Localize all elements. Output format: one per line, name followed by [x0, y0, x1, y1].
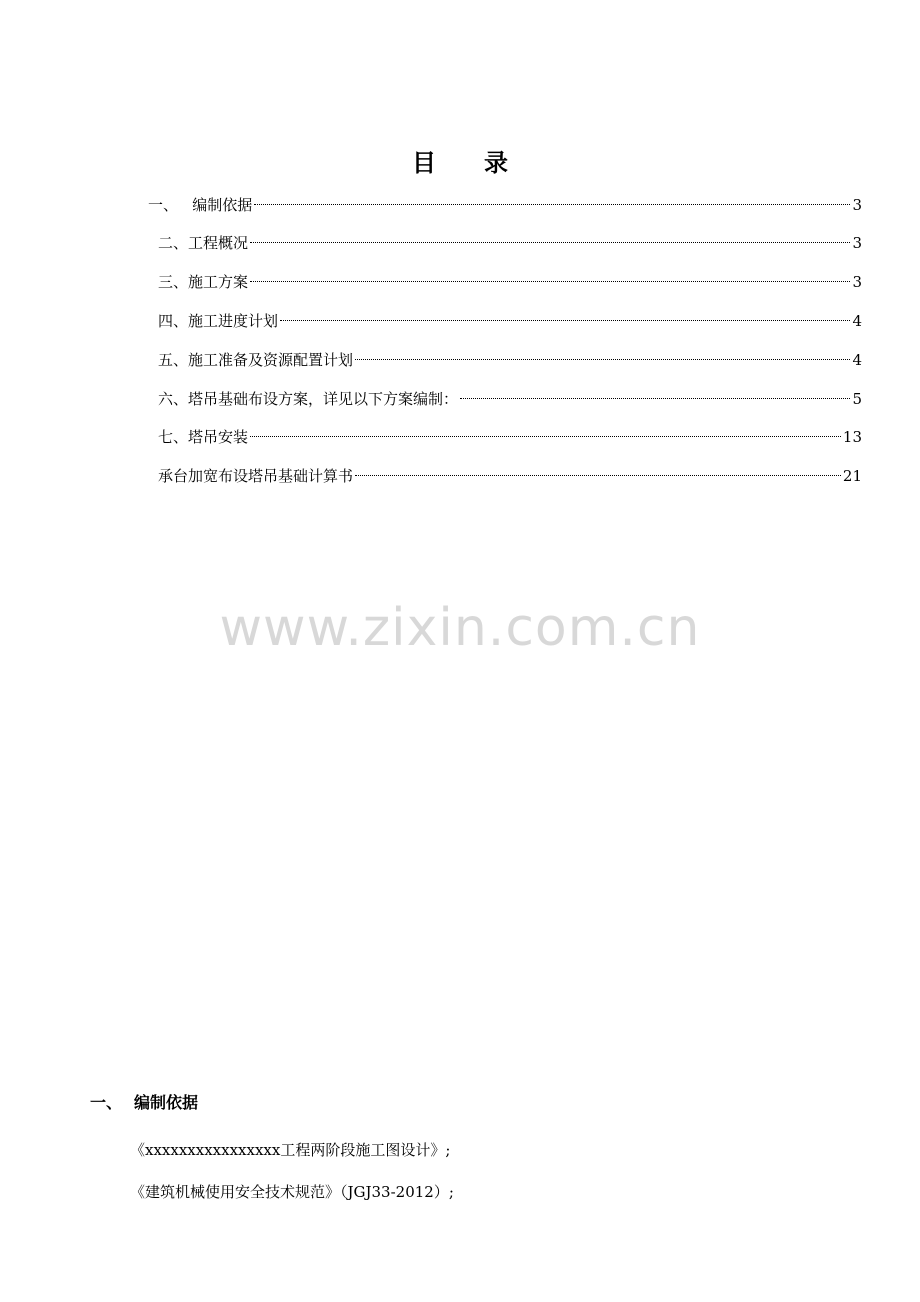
toc-leader-dots — [355, 475, 841, 476]
toc-entry-page: 3 — [852, 234, 862, 252]
toc-entry-label: 六、塔吊基础布设方案，详见以下方案编制： — [158, 390, 459, 408]
section-number: 一、 — [90, 1093, 123, 1112]
toc-entry-page: 4 — [852, 351, 862, 369]
toc-entry-page: 3 — [852, 273, 862, 291]
toc-entry-label: 一、 编制依据 — [148, 196, 253, 214]
toc-entry-3[interactable] — [158, 267, 862, 297]
toc-entry-page: 13 — [842, 428, 862, 446]
toc-entry-6[interactable] — [158, 384, 862, 414]
toc-leader-dots — [254, 204, 850, 205]
toc-entry-page: 5 — [852, 390, 862, 408]
toc-entry-page: 21 — [842, 467, 862, 485]
toc-entry-2[interactable] — [158, 228, 862, 258]
section-heading — [90, 1090, 198, 1113]
toc-entry-7[interactable] — [158, 422, 862, 452]
toc-title-left: 目 — [412, 148, 436, 177]
toc-leader-dots — [355, 359, 850, 360]
toc-title — [0, 146, 920, 180]
toc-entry-label: 承台加宽布设塔吊基础计算书 — [158, 467, 354, 485]
toc-leader-dots — [250, 242, 850, 243]
toc-entry-label: 二、工程概况 — [158, 234, 249, 252]
toc-entry-page: 3 — [852, 196, 862, 214]
watermark: www.zixin.com.cn — [219, 598, 701, 658]
reference-item: 《xxxxxxxxxxxxxxxx工程两阶段施工图设计》; — [130, 1141, 451, 1159]
toc-entry-label: 五、施工准备及资源配置计划 — [158, 351, 354, 369]
toc-entry-5[interactable] — [158, 345, 862, 375]
toc-leader-dots — [250, 436, 841, 437]
toc-entry-4[interactable] — [158, 306, 862, 336]
toc-leader-dots — [460, 398, 850, 399]
reference-item: 《建筑机械使用安全技术规范》（JGJ33-2012）; — [130, 1183, 454, 1201]
section-title: 编制依据 — [134, 1093, 199, 1112]
toc-entry-label: 七、塔吊安装 — [158, 428, 249, 446]
toc-entry-1[interactable] — [148, 190, 862, 220]
toc-title-right: 录 — [484, 148, 508, 177]
toc-leader-dots — [250, 281, 850, 282]
toc-entry-8[interactable] — [158, 461, 862, 491]
toc-entry-label: 四、施工进度计划 — [158, 312, 279, 330]
toc-entry-page: 4 — [852, 312, 862, 330]
toc-leader-dots — [280, 320, 850, 321]
toc-entry-label: 三、施工方案 — [158, 273, 249, 291]
